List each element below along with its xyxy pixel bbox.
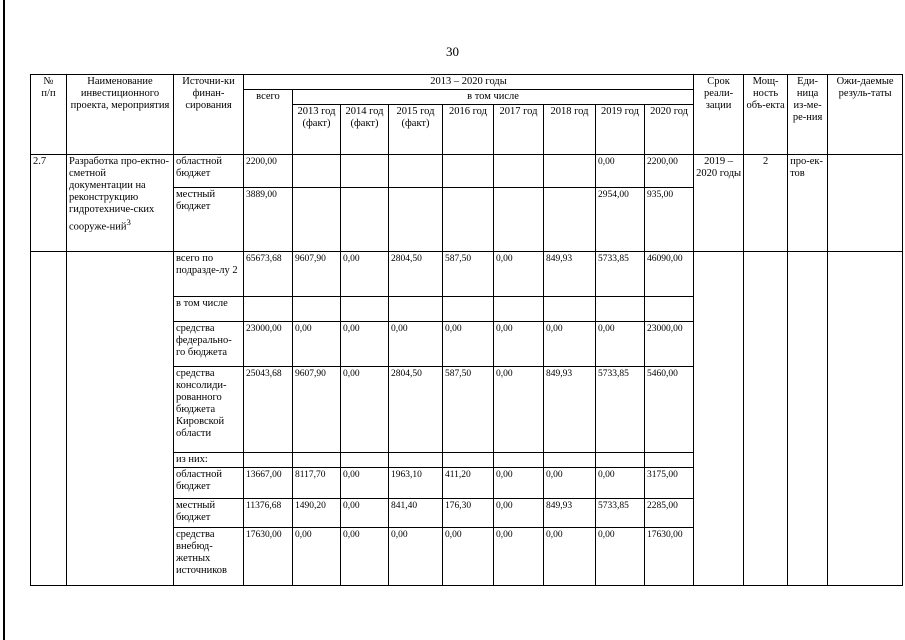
- year-cell: 0,00: [544, 528, 596, 586]
- year-cell: 0,00: [596, 155, 645, 188]
- header-period: 2013 – 2020 годы: [244, 75, 694, 90]
- project-name: [67, 155, 174, 252]
- year-cell: 849,93: [544, 367, 596, 453]
- year-cell: 0,00: [443, 528, 494, 586]
- year-cell: [494, 453, 544, 468]
- year-cell: 0,00: [544, 322, 596, 367]
- header-capacity: Мощ-ность объ-екта: [744, 75, 788, 155]
- year-cell: 176,30: [443, 499, 494, 528]
- empty-cell: [744, 252, 788, 586]
- year-cell: [293, 297, 341, 322]
- year-cell: [293, 453, 341, 468]
- year-cell: [341, 453, 389, 468]
- total-cell: 17630,00: [244, 528, 293, 586]
- total-cell: 2200,00: [244, 155, 293, 188]
- year-cell: [389, 155, 443, 188]
- total-cell: [244, 453, 293, 468]
- header-results: Ожи-даемые резуль-таты: [828, 75, 903, 155]
- header-total: всего: [244, 90, 293, 155]
- total-cell: 23000,00: [244, 322, 293, 367]
- total-cell: 13667,00: [244, 468, 293, 499]
- year-cell: [341, 188, 389, 252]
- year-cell: 2200,00: [645, 155, 694, 188]
- header-year: 2014 год (факт): [341, 105, 389, 155]
- source-cell: из них:: [174, 453, 244, 468]
- year-cell: [544, 188, 596, 252]
- year-cell: 0,00: [596, 468, 645, 499]
- source-cell: в том числе: [174, 297, 244, 322]
- year-cell: 0,00: [494, 468, 544, 499]
- year-cell: 0,00: [494, 252, 544, 297]
- year-cell: 0,00: [494, 367, 544, 453]
- year-cell: 5733,85: [596, 367, 645, 453]
- year-cell: 587,50: [443, 367, 494, 453]
- source-cell: средства консолиди-рованного бюджета Кировской области: [174, 367, 244, 453]
- year-cell: [443, 297, 494, 322]
- source-cell: средства федерально-го бюджета: [174, 322, 244, 367]
- year-cell: [544, 297, 596, 322]
- year-cell: 0,00: [494, 499, 544, 528]
- year-cell: 23000,00: [645, 322, 694, 367]
- empty-cell: [67, 252, 174, 586]
- total-cell: 11376,68: [244, 499, 293, 528]
- year-cell: [544, 453, 596, 468]
- year-cell: [293, 188, 341, 252]
- year-cell: 3175,00: [645, 468, 694, 499]
- year-cell: 2804,50: [389, 367, 443, 453]
- table-row: [31, 252, 903, 297]
- year-cell: 1490,20: [293, 499, 341, 528]
- year-cell: [389, 188, 443, 252]
- total-cell: 25043,68: [244, 367, 293, 453]
- year-cell: 5460,00: [645, 367, 694, 453]
- year-cell: 0,00: [341, 468, 389, 499]
- year-cell: 849,93: [544, 252, 596, 297]
- source-cell: всего по подразде-лу 2: [174, 252, 244, 297]
- header-source: Источни-ки финан-сирования: [174, 75, 244, 155]
- year-cell: 0,00: [596, 528, 645, 586]
- header-year: 2013 год (факт): [293, 105, 341, 155]
- year-cell: 0,00: [341, 252, 389, 297]
- header-term: Срок реали-зации: [694, 75, 744, 155]
- empty-cell: [788, 252, 828, 586]
- header-year: 2019 год: [596, 105, 645, 155]
- year-cell: 0,00: [293, 528, 341, 586]
- source-cell: местный бюджет: [174, 188, 244, 252]
- year-cell: [443, 188, 494, 252]
- page-number: 30: [446, 44, 459, 59]
- year-cell: 9607,90: [293, 367, 341, 453]
- year-cell: [341, 155, 389, 188]
- project-num: 2.7: [31, 155, 67, 252]
- empty-cell: [694, 252, 744, 586]
- year-cell: [443, 453, 494, 468]
- year-cell: [389, 453, 443, 468]
- year-cell: 841,40: [389, 499, 443, 528]
- year-cell: [494, 297, 544, 322]
- header-year: 2015 год (факт): [389, 105, 443, 155]
- source-cell: областной бюджет: [174, 155, 244, 188]
- year-cell: 849,93: [544, 499, 596, 528]
- left-margin-rule: [3, 0, 5, 640]
- header-year: 2018 год: [544, 105, 596, 155]
- year-cell: [645, 453, 694, 468]
- header-num: № п/п: [31, 75, 67, 155]
- source-cell: местный бюджет: [174, 499, 244, 528]
- project-term: 2019 – 2020 годы: [694, 155, 744, 252]
- year-cell: 8117,70: [293, 468, 341, 499]
- empty-cell: [828, 252, 903, 586]
- year-cell: 587,50: [443, 252, 494, 297]
- year-cell: 1963,10: [389, 468, 443, 499]
- year-cell: [494, 188, 544, 252]
- project-name-text: Разработка про-ектно-сметной документации на реконструкцию гидротехниче-ских сооруже-ний: [69, 156, 170, 233]
- total-cell: 65673,68: [244, 252, 293, 297]
- empty-cell: [31, 252, 67, 586]
- header-name: Наименование инвестиционного проекта, мероприятия: [67, 75, 174, 155]
- year-cell: [443, 155, 494, 188]
- year-cell: 0,00: [494, 528, 544, 586]
- year-cell: 5733,85: [596, 252, 645, 297]
- year-cell: 0,00: [596, 322, 645, 367]
- year-cell: [389, 297, 443, 322]
- table-row: [31, 155, 903, 188]
- year-cell: [544, 155, 596, 188]
- header-year: 2020 год: [645, 105, 694, 155]
- year-cell: 0,00: [293, 322, 341, 367]
- project-capacity: 2: [744, 155, 788, 252]
- year-cell: 411,20: [443, 468, 494, 499]
- total-cell: [244, 297, 293, 322]
- header-including: в том числе: [293, 90, 694, 105]
- year-cell: 46090,00: [645, 252, 694, 297]
- year-cell: [645, 297, 694, 322]
- year-cell: 9607,90: [293, 252, 341, 297]
- year-cell: 0,00: [389, 322, 443, 367]
- year-cell: 0,00: [341, 367, 389, 453]
- year-cell: [341, 297, 389, 322]
- year-cell: 0,00: [341, 322, 389, 367]
- year-cell: [293, 155, 341, 188]
- year-cell: 935,00: [645, 188, 694, 252]
- year-cell: 5733,85: [596, 499, 645, 528]
- year-cell: 0,00: [443, 322, 494, 367]
- source-cell: средства внебюд-жетных источников: [174, 528, 244, 586]
- year-cell: 2804,50: [389, 252, 443, 297]
- header-year: 2016 год: [443, 105, 494, 155]
- year-cell: 0,00: [544, 468, 596, 499]
- year-cell: [494, 155, 544, 188]
- year-cell: [596, 297, 645, 322]
- year-cell: 2954,00: [596, 188, 645, 252]
- year-cell: [596, 453, 645, 468]
- year-cell: 0,00: [341, 528, 389, 586]
- header-year: 2017 год: [494, 105, 544, 155]
- total-cell: 3889,00: [244, 188, 293, 252]
- investment-table: [30, 74, 903, 586]
- project-footnote: 3: [126, 217, 131, 227]
- project-unit: про-ек-тов: [788, 155, 828, 252]
- header-unit: Еди-ница из-ме-ре-ния: [788, 75, 828, 155]
- year-cell: 17630,00: [645, 528, 694, 586]
- year-cell: 0,00: [494, 322, 544, 367]
- year-cell: 2285,00: [645, 499, 694, 528]
- year-cell: 0,00: [341, 499, 389, 528]
- source-cell: областной бюджет: [174, 468, 244, 499]
- project-results: [828, 155, 903, 252]
- year-cell: 0,00: [389, 528, 443, 586]
